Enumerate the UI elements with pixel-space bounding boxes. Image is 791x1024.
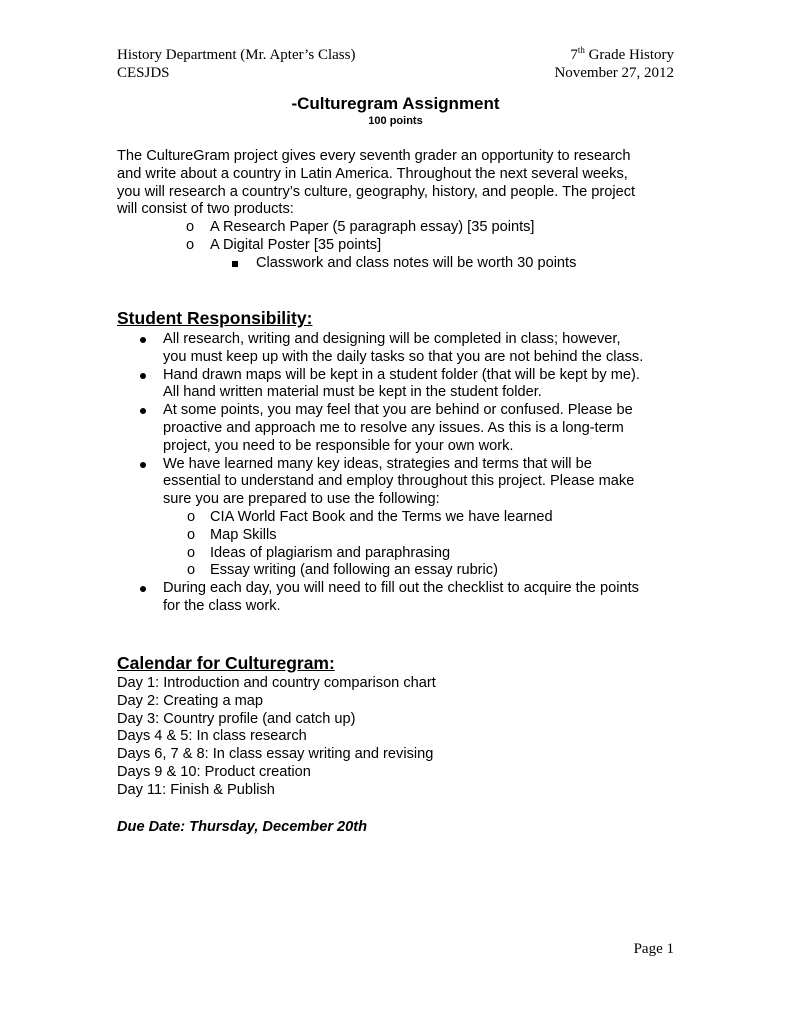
header-right bbox=[554, 46, 674, 82]
note-label: Classwork and class notes will be worth 30 points bbox=[256, 255, 577, 271]
bullet-icon bbox=[140, 408, 146, 414]
resource-label: Ideas of plagiarism and paraphrasing bbox=[210, 544, 451, 561]
bullet-icon bbox=[140, 462, 146, 468]
intro-line: and write about a country in Latin America. Throughout the next several weeks, bbox=[117, 165, 628, 182]
bullet-line: sure you are prepared to use the following: bbox=[163, 491, 440, 508]
page-title: -Culturegram Assignment bbox=[291, 94, 500, 113]
intro-line: The CultureGram project gives every seventh grader an opportunity to research bbox=[117, 148, 631, 164]
product-label: A Research Paper (5 paragraph essay) [35 points] bbox=[210, 219, 535, 235]
circle-marker-icon: o bbox=[187, 544, 196, 561]
resource-label: CIA World Fact Book and the Terms we have learned bbox=[210, 508, 553, 525]
circle-marker-icon: o bbox=[187, 562, 196, 579]
resource-label: Map Skills bbox=[210, 526, 277, 543]
calendar-heading: Calendar for Culturegram: bbox=[117, 653, 335, 673]
resource-item bbox=[187, 562, 680, 580]
product-item bbox=[186, 237, 535, 255]
header-left bbox=[117, 46, 355, 82]
intro-line: you will research a country’s culture, geography, history, and people. The project bbox=[117, 183, 636, 200]
bullet-icon bbox=[140, 337, 146, 343]
circle-marker-icon: o bbox=[187, 508, 196, 525]
bullet-line: All research, writing and designing will be completed in class; however, bbox=[163, 331, 621, 347]
grade-line bbox=[554, 46, 674, 64]
bullet-line: proactive and approach me to resolve any issues. As this is a long-term bbox=[163, 419, 624, 436]
list-item bbox=[140, 402, 680, 455]
bullet-line: essential to understand and employ throughout this project. Please make bbox=[163, 473, 635, 490]
products-note bbox=[230, 255, 576, 273]
page-subtitle: 100 points bbox=[368, 115, 423, 127]
calendar-day: Day 1: Introduction and country comparison chart bbox=[117, 675, 436, 691]
bullet-icon bbox=[140, 586, 146, 592]
list-item bbox=[140, 456, 680, 581]
due-date: Due Date: Thursday, December 20th bbox=[117, 819, 368, 835]
responsibility-list bbox=[140, 331, 680, 616]
grade-number: 7 bbox=[570, 47, 578, 63]
grade-suffix: th bbox=[577, 45, 585, 55]
resources-list bbox=[163, 509, 680, 580]
calendar-day: Days 4 & 5: In class research bbox=[117, 728, 307, 745]
product-label: A Digital Poster [35 points] bbox=[210, 236, 382, 253]
list-item bbox=[140, 367, 680, 403]
responsibility-heading: Student Responsibility: bbox=[117, 308, 313, 328]
list-item bbox=[140, 580, 680, 616]
resource-item bbox=[187, 509, 680, 527]
list-item bbox=[140, 331, 680, 367]
circle-marker-icon: o bbox=[186, 236, 195, 253]
bullet-line: project, you need to be responsible for your own work. bbox=[163, 437, 514, 454]
bullet-line: During each day, you will need to fill out the checklist to acquire the points bbox=[163, 580, 639, 597]
page-number: Page 1 bbox=[633, 941, 674, 957]
resource-item bbox=[187, 527, 680, 545]
calendar-list bbox=[117, 675, 436, 800]
school-line: CESJDS bbox=[117, 65, 170, 81]
bullet-icon bbox=[140, 373, 146, 379]
bullet-line: Hand drawn maps will be kept in a student folder (that will be kept by me). bbox=[163, 366, 640, 383]
circle-marker-icon: o bbox=[186, 219, 195, 235]
circle-marker-icon: o bbox=[187, 526, 196, 543]
calendar-day: Day 2: Creating a map bbox=[117, 692, 264, 709]
product-item bbox=[186, 219, 535, 237]
resource-item bbox=[187, 545, 680, 563]
date-line: November 27, 2012 bbox=[554, 65, 674, 81]
bullet-line: At some points, you may feel that you are behind or confused. Please be bbox=[163, 402, 633, 419]
calendar-day: Days 9 & 10: Product creation bbox=[117, 763, 311, 780]
bullet-line: We have learned many key ideas, strategies and terms that will be bbox=[163, 455, 592, 472]
calendar-day: Days 6, 7 & 8: In class essay writing and revising bbox=[117, 746, 434, 763]
intro-line: will consist of two products: bbox=[117, 201, 294, 218]
grade-rest: Grade History bbox=[584, 47, 674, 63]
square-bullet-icon bbox=[232, 261, 238, 267]
bullet-line: for the class work. bbox=[163, 597, 281, 614]
intro-paragraph bbox=[117, 148, 677, 219]
department-line: History Department (Mr. Apter’s Class) bbox=[117, 47, 356, 63]
calendar-day: Day 3: Country profile (and catch up) bbox=[117, 710, 356, 727]
resource-label: Essay writing (and following an essay rubric) bbox=[210, 562, 498, 579]
note-item bbox=[230, 255, 576, 273]
bullet-line: All hand written material must be kept in the student folder. bbox=[163, 384, 542, 401]
calendar-day: Day 11: Finish & Publish bbox=[117, 781, 275, 798]
products-list bbox=[186, 219, 535, 255]
bullet-line: you must keep up with the daily tasks so that you are not behind the class. bbox=[163, 348, 644, 365]
